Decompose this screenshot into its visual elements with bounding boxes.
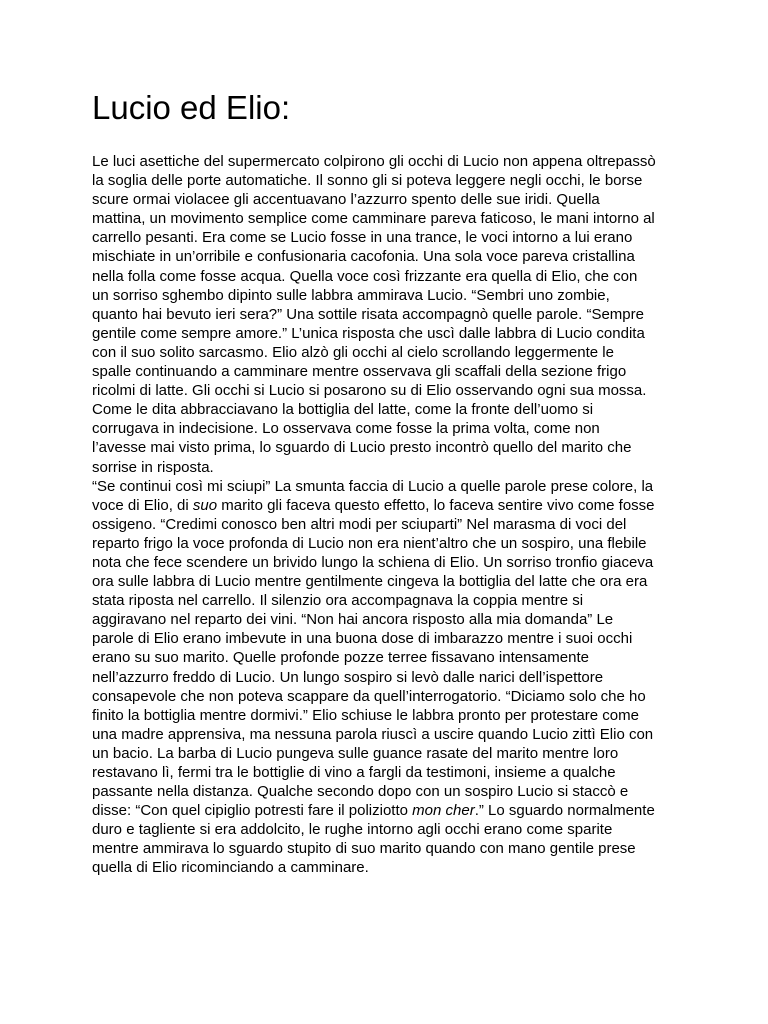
text-run: reparto frigo la voce profonda di Lucio non era nient’altro che un sospiro, una flebile xyxy=(92,534,647,552)
text-line xyxy=(92,629,692,648)
text-run: .” Lo sguardo normalmente xyxy=(474,802,655,820)
text-line xyxy=(92,706,692,725)
text-run: parole di Elio erano imbevute in una buona dose di imbarazzo mentre i suoi occhi xyxy=(92,630,633,648)
text-line xyxy=(92,381,692,400)
text-line xyxy=(92,152,692,171)
text-line xyxy=(92,782,692,801)
text-line xyxy=(92,763,692,782)
text-line xyxy=(92,744,692,763)
text-run: erano su suo marito. Quelle profonde pozze terree fissavano intensamente xyxy=(92,649,589,667)
text-line xyxy=(92,515,692,534)
text-line xyxy=(92,228,692,247)
text-line xyxy=(92,610,692,629)
text-line xyxy=(92,553,692,572)
text-run: un bacio. La barba di Lucio pungeva sulle guance rasate del marito mentre loro xyxy=(92,744,619,762)
text-run: mischiate in un’orribile e confusionaria cacofonia. Una sola voce pareva cristallina xyxy=(92,248,635,266)
text-line xyxy=(92,801,692,820)
text-run: nota che fece scendere un brivido lungo la schiena di Elio. Un sorriso tronfio giaceva xyxy=(92,553,654,571)
text-run: ricolmi di latte. Gli occhi si Lucio si posarono su di Elio osservando ogni sua mossa. xyxy=(92,382,647,400)
text-run: ora sulle labbra di Lucio mentre gentilmente cingeva la bottiglia del latte che ora era xyxy=(92,573,648,591)
text-line xyxy=(92,458,692,477)
text-line xyxy=(92,438,692,457)
text-line xyxy=(92,668,692,687)
text-run: “Se continui così mi sciupi” La smunta faccia di Lucio a quelle parole prese colore, la xyxy=(92,477,654,495)
text-run: quella di Elio ricominciando a camminare. xyxy=(92,859,369,877)
text-line xyxy=(92,419,692,438)
document-body xyxy=(92,152,692,878)
italic-text-run: mon cher xyxy=(412,802,475,820)
text-line xyxy=(92,400,692,419)
text-line xyxy=(92,591,692,610)
text-line xyxy=(92,209,692,228)
text-run: corrugava in indecisione. Lo osservava come fosse la prima volta, come non xyxy=(92,420,600,438)
text-run: nella folla come fosse acqua. Quella voce così frizzante era quella di Elio, che con xyxy=(92,267,638,285)
document-title: Lucio ed Elio: xyxy=(92,89,291,126)
italic-text-run: suo xyxy=(192,496,218,514)
text-line xyxy=(92,343,692,362)
text-line xyxy=(92,267,692,286)
text-line xyxy=(92,820,692,839)
text-line xyxy=(92,725,692,744)
text-run: stata riposta nel carrello. Il silenzio ora accompagnava la coppia mentre si xyxy=(92,592,584,610)
text-run: mentre ammirava lo sguardo stupito di suo marito quando con mano gentile prese xyxy=(92,840,636,858)
text-run: passante nella distanza. Qualche secondo dopo con un sospiro Lucio si staccò e xyxy=(92,783,629,801)
text-line xyxy=(92,286,692,305)
text-run: quanto hai bevuto ieri sera?” Una sottile risata accompagnò quelle parole. “Sempre xyxy=(92,305,644,323)
text-line xyxy=(92,572,692,591)
text-run: mattina, un movimento semplice come camminare pareva faticoso, le mani intorno al xyxy=(92,210,655,228)
text-line xyxy=(92,534,692,553)
text-run: scure ormai violacee gli accentuavano l’azzurro spento delle sue iridi. Quella xyxy=(92,191,600,209)
text-run: finito la bottiglia mentre dormivi.” Elio schiuse le labbra pronto per protestare come xyxy=(92,706,639,724)
text-run: l’avesse mai visto prima, lo sguardo di Lucio presto incontrò quello del marito che xyxy=(92,439,632,457)
text-run: consapevole che non poteva scappare da quell’interrogatorio. “Diciamo solo che ho xyxy=(92,687,646,705)
text-run: disse: “Con quel cipiglio potresti fare il poliziotto xyxy=(92,802,413,820)
text-line xyxy=(92,362,692,381)
text-line xyxy=(92,477,692,496)
text-run: una madre apprensiva, ma nessuna parola riuscì a uscire quando Lucio zittì Elio con xyxy=(92,725,654,743)
text-run: Come le dita abbracciavano la bottiglia del latte, come la fronte dell’uomo si xyxy=(92,401,594,419)
text-run: gentile come sempre amore.” L’unica risposta che uscì dalle labbra di Lucio condita xyxy=(92,324,645,342)
text-run: marito gli faceva questo effetto, lo faceva sentire vivo come fosse xyxy=(217,496,655,514)
text-line xyxy=(92,247,692,266)
text-line xyxy=(92,496,692,515)
text-line xyxy=(92,648,692,667)
text-line xyxy=(92,171,692,190)
text-run: un sorriso sghembo dipinto sulle labbra ammirava Lucio. “Sembri uno zombie, xyxy=(92,286,610,304)
text-line xyxy=(92,839,692,858)
text-run: sorrise in risposta. xyxy=(92,458,214,476)
text-run: con il suo solito sarcasmo. Elio alzò gli occhi al cielo scrollando leggermente le xyxy=(92,343,614,361)
text-run: nell’azzurro freddo di Lucio. Un lungo sospiro si levò dalle narici dell’ispettore xyxy=(92,668,604,686)
text-run: voce di Elio, di xyxy=(92,496,193,514)
text-run: ossigeno. “Credimi conosco ben altri modi per sciuparti” Nel marasma di voci del xyxy=(92,515,627,533)
text-run: duro e tagliente si era addolcito, le rughe intorno agli occhi erano come sparite xyxy=(92,821,613,839)
text-line xyxy=(92,190,692,209)
text-line xyxy=(92,324,692,343)
text-run: aggiravano nel reparto dei vini. “Non hai ancora risposto alla mia domanda” Le xyxy=(92,611,614,629)
text-run: la soglia delle porte automatiche. Il sonno gli si poteva leggere negli occhi, le borse xyxy=(92,172,643,190)
text-line xyxy=(92,687,692,706)
text-line xyxy=(92,858,692,877)
text-run: restavano lì, fermi tra le bottiglie di vino a fargli da testimoni, insieme a qualche xyxy=(92,764,616,781)
text-run: spalle continuando a camminare mentre osservava gli scaffali della sezione frigo xyxy=(92,363,627,381)
text-run: Le luci asettiche del supermercato colpirono gli occhi di Lucio non appena oltrepassò xyxy=(92,153,656,170)
text-line xyxy=(92,305,692,324)
text-run: carrello pesanti. Era come se Lucio fosse in una trance, le voci intorno a lui erano xyxy=(92,229,633,247)
